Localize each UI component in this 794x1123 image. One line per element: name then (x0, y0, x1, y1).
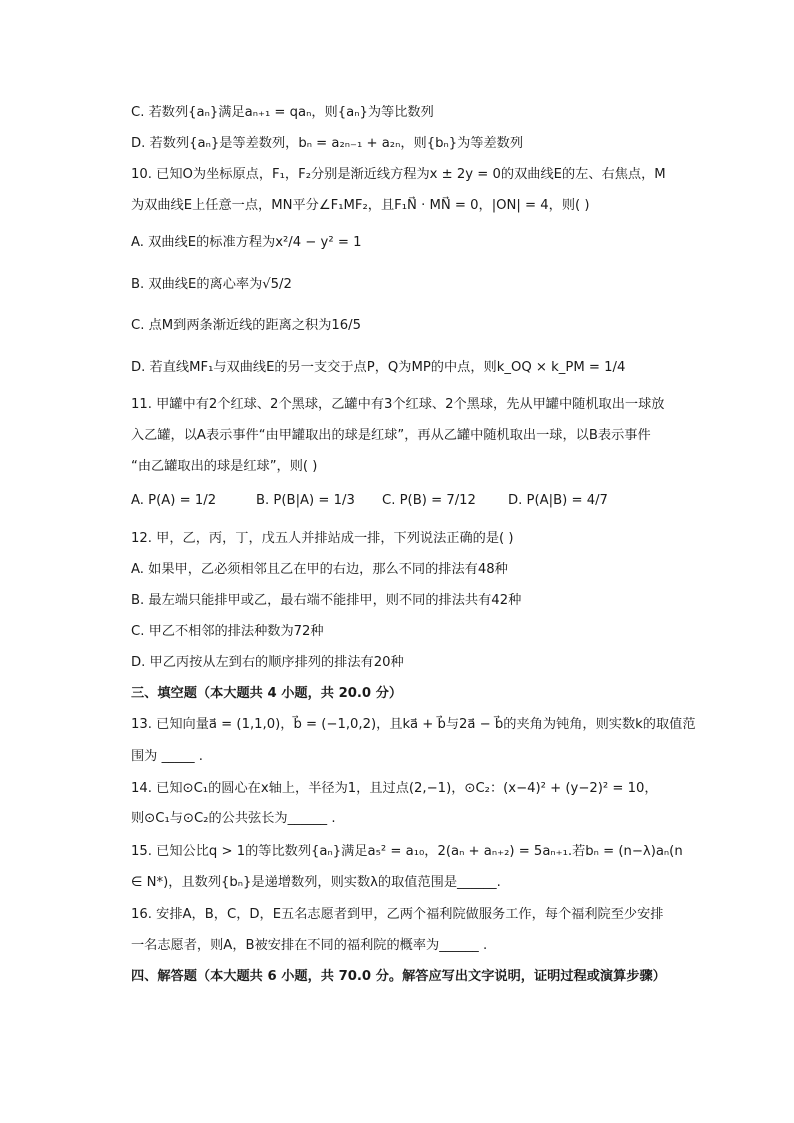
question-16-line-2: 一名志愿者，则A，B被安排在不同的福利院的概率为______ . (131, 938, 488, 953)
option-c-q11: C. P(B) = 7/12 (382, 493, 476, 508)
question-15-line-2: ∈ N*)，且数列{bₙ}是递增数列，则实数λ的取值范围是______. (131, 875, 501, 890)
question-11-line-2: 入乙罐，以A表示事件“由甲罐取出的球是红球”，再从乙罐中随机取出一球，以B表示事件 (131, 428, 651, 443)
question-11-options (131, 489, 651, 513)
question-12: 12. 甲，乙，丙，丁，戊五人并排站成一排，下列说法正确的是( ) (131, 531, 514, 546)
section-answer-heading: 四、解答题（本大题共 6 小题，共 70.0 分。解答应写出文字说明，证明过程或演算步骤） (131, 969, 666, 984)
question-15-line-1: 15. 已知公比q > 1的等比数列{aₙ}满足a₅² = a₁₀，2(aₙ + aₙ₊₂) = 5aₙ₊₁.若bₙ = (n−λ)aₙ(n (131, 844, 683, 859)
option-c-q9: C. 若数列{aₙ}满足aₙ₊₁ = qaₙ，则{aₙ}为等比数列 (131, 105, 434, 120)
option-b-q11: B. P(B|A) = 1/3 (256, 493, 355, 508)
question-13-line-1: 13. 已知向量a⃗ = (1,1,0)，b⃗ = (−1,0,2)，且ka⃗ + b⃗与2a⃗ − b⃗的夹角为钝角，则实数k的取值范 (131, 717, 696, 732)
question-16-line-1: 16. 安排A，B，C，D，E五名志愿者到甲，乙两个福利院做服务工作，每个福利院至少安排 (131, 907, 664, 922)
option-c-q12: C. 甲乙不相邻的排法种数为72种 (131, 624, 324, 639)
question-11-line-3: “由乙罐取出的球是红球”，则( ) (131, 459, 318, 474)
question-13-line-2: 围为 _____ . (131, 749, 203, 764)
option-c-q10: C. 点M到两条渐近线的距离之积为16/5 (131, 318, 362, 333)
option-b-q10: B. 双曲线E的离心率为√5/2 (131, 277, 292, 292)
question-10-line-2: 为双曲线E上任意一点，MN平分∠F₁MF₂，且F₁N⃗ · MN⃗ = 0，|ON| = 4，则( ) (131, 198, 590, 213)
option-b-q12: B. 最左端只能排甲或乙，最右端不能排甲，则不同的排法共有42种 (131, 593, 522, 608)
question-10-line-1: 10. 已知O为坐标原点，F₁，F₂分别是渐近线方程为x ± 2y = 0的双曲线E的左、右焦点，M (131, 167, 666, 182)
section-fill-in-heading: 三、填空题（本大题共 4 小题，共 20.0 分） (131, 686, 403, 701)
option-d-q11: D. P(A|B) = 4/7 (508, 493, 608, 508)
option-d-q12: D. 甲乙丙按从左到右的顺序排列的排法有20种 (131, 655, 404, 670)
option-a-q11: A. P(A) = 1/2 (131, 493, 217, 508)
question-14-line-1: 14. 已知⊙C₁的圆心在x轴上，半径为1，且过点(2,−1)，⊙C₂：(x−4)² + (y−2)² = 10， (131, 781, 658, 796)
option-d-q9: D. 若数列{aₙ}是等差数列，bₙ = a₂ₙ₋₁ + a₂ₙ，则{bₙ}为等差数列 (131, 136, 524, 151)
question-11-line-1: 11. 甲罐中有2个红球、2个黑球，乙罐中有3个红球、2个黑球，先从甲罐中随机取出一球放 (131, 397, 665, 412)
option-a-q12: A. 如果甲，乙必须相邻且乙在甲的右边，那么不同的排法有48种 (131, 562, 508, 577)
option-a-q10: A. 双曲线E的标准方程为x²/4 − y² = 1 (131, 235, 362, 250)
question-14-line-2: 则⊙C₁与⊙C₂的公共弦长为______ . (131, 811, 336, 826)
option-d-q10: D. 若直线MF₁与双曲线E的另一支交于点P，Q为MP的中点，则k_OQ × k_PM = 1/4 (131, 360, 626, 375)
